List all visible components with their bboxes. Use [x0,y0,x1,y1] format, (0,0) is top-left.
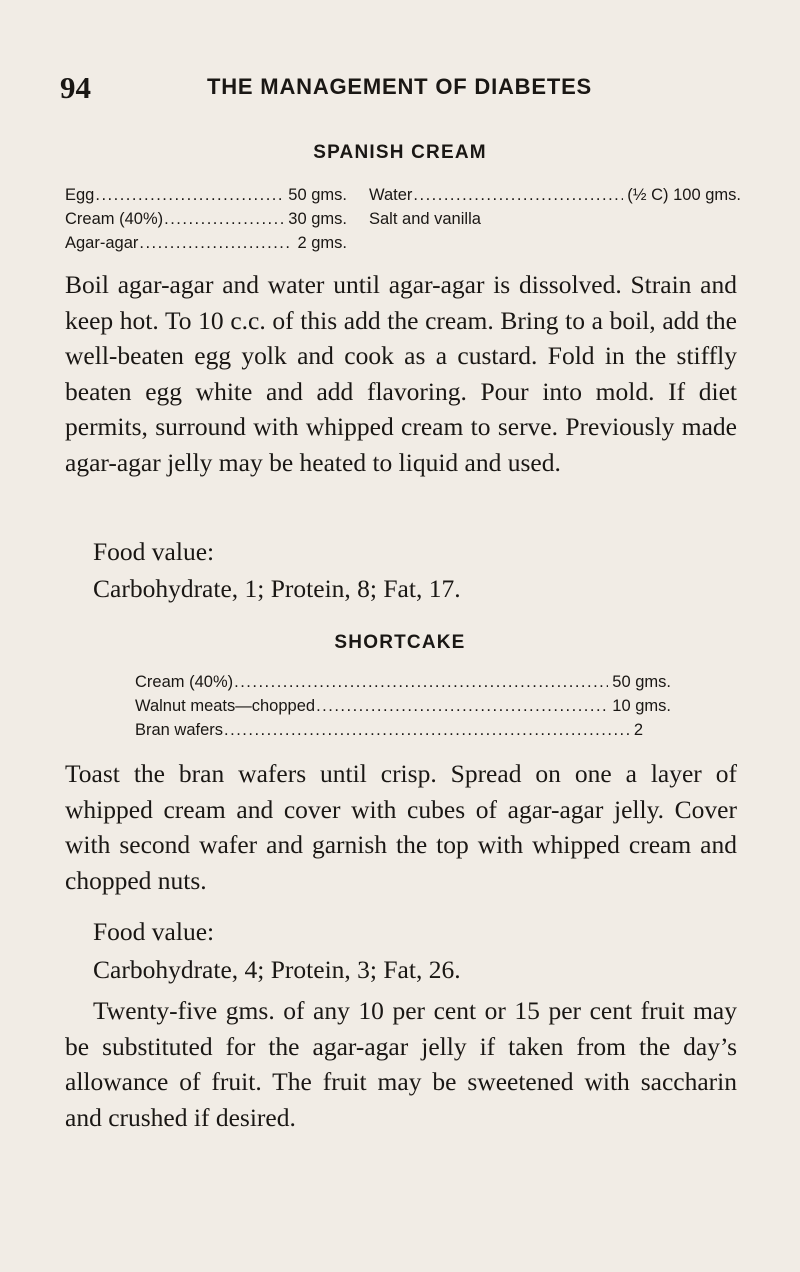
ingredient-row [135,673,671,692]
ingredient-row [135,721,643,740]
page-number: 94 [60,70,91,105]
ingredient-row [135,697,671,716]
ingredient-name: Salt and vanilla [369,210,481,228]
food-value-label: Food value: [93,537,215,566]
ingredient-amount: 50 gms. [288,186,347,204]
leader-dots [234,673,608,692]
ingredient-name: Agar-agar [65,234,139,252]
ingredient-name: Cream (40%) [65,210,164,228]
leader-dots [164,210,284,229]
ingredient-amount: 10 gms. [612,697,671,715]
ingredient-amount: 2 [633,721,643,739]
leader-dots [224,721,630,740]
ingredient-row [369,186,741,205]
ingredient-name: Water [369,186,413,204]
substitution-note: Twenty-five gms. of any 10 per cent or 15 per cent fruit may be substituted for the agar-agar jelly if taken from the day’s allowance of fruit. The fruit may be sweetened with saccharin and crushed if desired. [65,996,737,1132]
recipe-instructions: Toast the bran wafers until crisp. Spread on one a layer of whipped cream and cover with cubes of agar-agar jelly. Cover with second wafer and garnish the top with whipped cream and chopped nuts. [65,759,737,895]
ingredient-amount: (½ C) 100 gms. [627,186,741,204]
ingredient-amount: 2 gms. [297,234,347,252]
ingredient-name: Egg [65,186,95,204]
food-value-label: Food value: [93,917,215,946]
leader-dots [139,234,293,253]
ingredient-name: Cream (40%) [135,673,234,691]
running-head: THE MANAGEMENT OF DIABETES [207,74,593,99]
ingredient-amount: 30 gms. [288,210,347,228]
ingredient-row [65,186,347,205]
ingredient-row [65,210,347,229]
food-value: Carbohydrate, 4; Protein, 3; Fat, 26. [93,955,461,984]
ingredient-amount: 50 gms. [612,673,671,691]
ingredient-row [65,234,347,253]
recipe-title-spanish-cream: SPANISH CREAM [313,142,487,163]
ingredient-name: Walnut meats—chopped [135,697,316,715]
recipe-title-shortcake: SHORTCAKE [334,632,466,653]
page-header [60,70,750,110]
leader-dots [316,697,608,716]
leader-dots [413,186,623,205]
recipe-instructions: Boil agar-agar and water until agar-agar is dissolved. Strain and keep hot. To 10 c.c. of this add the cream. Bring to a boil, add the well-beaten egg yolk and cook as a custard. Fold in the stiffly beaten egg white and add flavoring. Pour into mold. If diet permits, surround with whipped cream to serve. Previously made agar-agar jelly may be heated to liquid and used. [65,270,737,477]
leader-dots [95,186,284,205]
ingredient-name: Bran wafers [135,721,224,739]
food-value: Carbohydrate, 1; Protein, 8; Fat, 17. [93,574,461,603]
